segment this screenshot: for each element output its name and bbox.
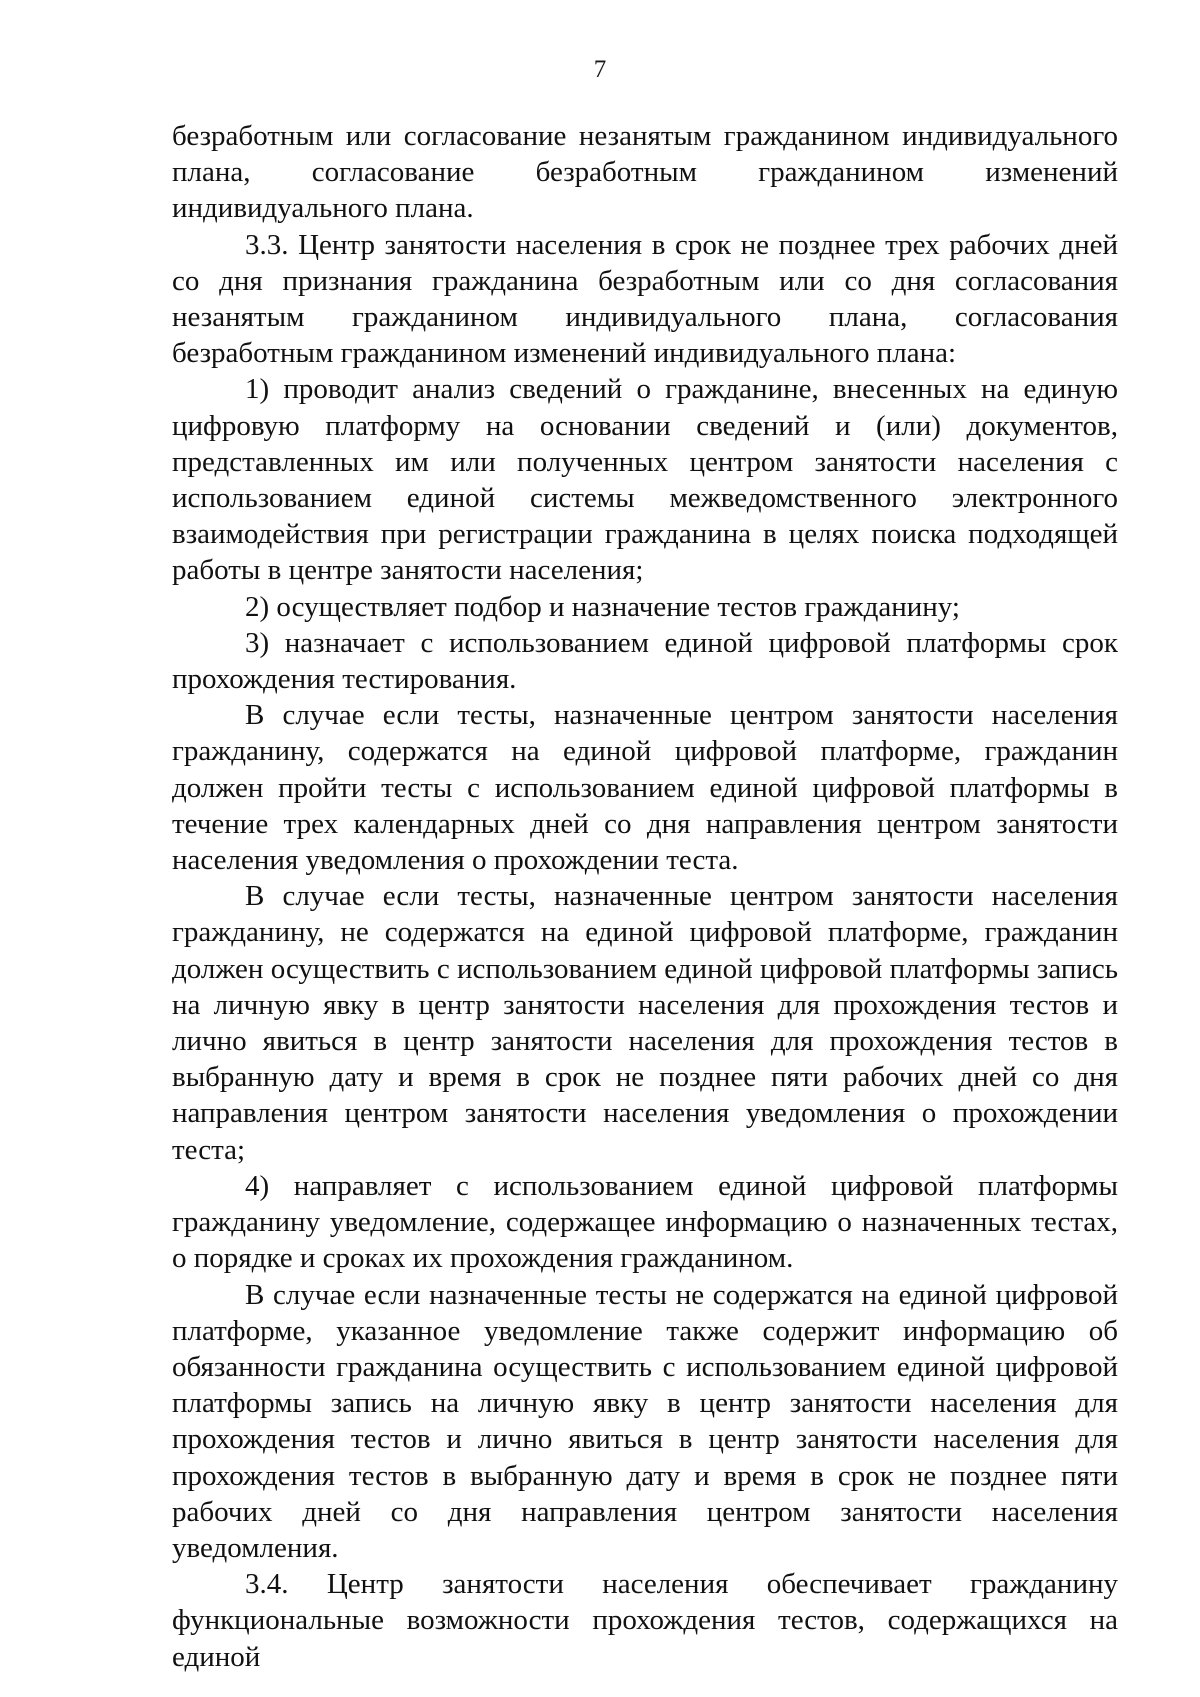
- page-number: 7: [593, 56, 607, 83]
- paragraph-3-4: 3.4. Центр занятости населения обеспечивает гражданину функциональные возможности прохождения тестов, содержащихся на единой: [172, 1568, 1118, 1673]
- paragraph-continuation: безработным или согласование незанятым гражданином индивидуального плана, согласование безработным гражданином изменений индивидуального плана.: [172, 120, 1118, 225]
- paragraph-tests-on-platform: В случае если тесты, назначенные центром занятости населения гражданину, содержатся на единой цифровой платформе, гражданин должен пройти тесты с использованием единой цифровой платформы в течение трех календарных дней со дня направления центром занятости населения уведомления о прохождении теста.: [172, 699, 1118, 877]
- paragraph-notification-content: В случае если назначенные тесты не содержатся на единой цифровой платформе, указанное уведомление также содержит информацию об обязанности гражданина осуществить с использованием единой цифровой платформы запись на личную явку в центр занятости населения для прохождения тестов и лично явиться в центр занятости населения для прохождения тестов в выбранную дату и время в срок не позднее пяти рабочих дней со дня направления центром занятости населения уведомления.: [172, 1278, 1118, 1564]
- paragraph-item-2: 2) осуществляет подбор и назначение тестов гражданину;: [245, 590, 960, 623]
- paragraph-item-1: 1) проводит анализ сведений о гражданине, внесенных на единую цифровую платформу на основании сведений и (или) документов, представленных им или полученных центром занятости населения с использованием единой системы межведомственного электронного взаимодействия при регистрации гражданина в целях поиска подходящей работы в центре занятости населения;: [172, 373, 1118, 587]
- paragraph-3-3: 3.3. Центр занятости населения в срок не позднее трех рабочих дней со дня признания гражданина безработным или со дня согласования незанятым гражданином индивидуального плана, согласования безработным гражданином изменений индивидуального плана:: [172, 228, 1118, 370]
- paragraph-tests-not-on-platform: В случае если тесты, назначенные центром занятости населения гражданину, не содержатся на единой цифровой платформе, гражданин должен осуществить с использованием единой цифровой платформы запись на личную явку в центр занятости населения для прохождения тестов и лично явиться в центр занятости населения для прохождения тестов в выбранную дату и время в срок не позднее пяти рабочих дней со дня направления центром занятости населения уведомления о прохождении теста;: [172, 880, 1118, 1166]
- paragraph-item-3: 3) назначает с использованием единой цифровой платформы срок прохождения тестирования.: [172, 626, 1118, 696]
- paragraph-item-4: 4) направляет с использованием единой цифровой платформы гражданину уведомление, содержащее информацию о назначенных тестах, о порядке и сроках их прохождения гражданином.: [172, 1169, 1118, 1275]
- document-body: [172, 118, 1118, 1675]
